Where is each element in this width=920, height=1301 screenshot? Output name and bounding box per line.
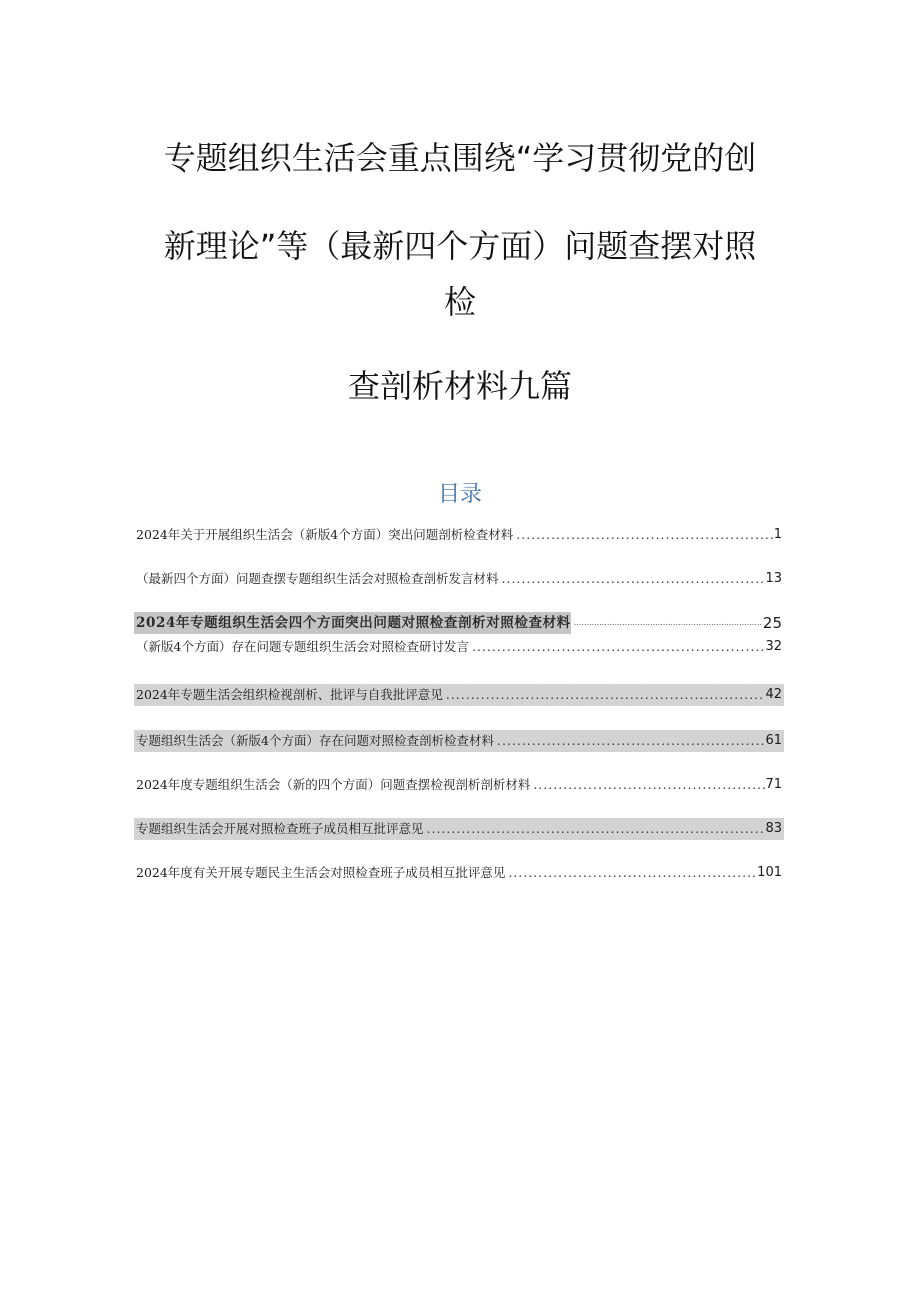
toc-page-number: 1 — [773, 527, 782, 542]
toc-dot-leader — [443, 684, 766, 706]
document-title-line-2: 新理论”等（最新四个方面）问题查摆对照 — [163, 227, 757, 265]
toc-entry-1[interactable] — [134, 524, 784, 546]
toc-dot-leader — [424, 818, 766, 840]
toc-entry-title: （新版4个方面）存在问题专题组织生活会对照检查研讨发言 — [136, 639, 469, 654]
toc-page-number: 42 — [765, 687, 782, 702]
toc-entry-7[interactable] — [134, 774, 784, 796]
toc-entry-title: 2024年专题组织生活会四个方面突出问题对照检查剖析对照检查材料 — [134, 612, 571, 634]
toc-dot-leader — [505, 862, 757, 884]
document-title-line-4: 查剖析材料九篇 — [347, 367, 572, 405]
toc-entry-title: 专题组织生活会（新版4个方面）存在问题对照检查剖析检查材料 — [136, 733, 494, 748]
toc-entry-title: 2024年关于开展组织生活会（新版4个方面）突出问题剖析检查材料 — [136, 527, 514, 542]
toc-entry-title: 2024年度专题组织生活会（新的四个方面）问题查摆检视剖析剖析材料 — [136, 777, 531, 792]
toc-dot-leader — [513, 524, 773, 546]
toc-entry-title: 2024年专题生活会组织检视剖析、批评与自我批评意见 — [136, 687, 443, 702]
toc-entry-title: （最新四个方面）问题查摆专题组织生活会对照检查剖析发言材料 — [136, 571, 499, 586]
toc-entry-2[interactable] — [134, 568, 784, 590]
toc-page-number: 61 — [765, 733, 782, 748]
toc-page-number: 71 — [765, 777, 782, 792]
toc-dot-leader — [571, 612, 763, 634]
toc-heading: 目录 — [437, 482, 482, 507]
toc-page-number: 25 — [762, 614, 782, 632]
toc-entry-3[interactable] — [134, 612, 784, 634]
toc-dot-leader — [494, 730, 765, 752]
document-title-line-1: 专题组织生活会重点围绕“学习贯彻党的创 — [163, 139, 757, 177]
toc-page-number: 101 — [757, 865, 782, 880]
toc-dot-leader — [530, 774, 765, 796]
toc-entry-6[interactable] — [134, 730, 784, 752]
toc-page-number: 83 — [765, 821, 782, 836]
toc-dot-leader — [499, 568, 766, 590]
toc-entry-title: 2024年度有关开展专题民主生活会对照检查班子成员相互批评意见 — [136, 865, 506, 880]
document-title-line-3: 检 — [443, 283, 476, 321]
toc-page-number: 32 — [765, 639, 782, 654]
toc-dot-leader — [469, 636, 765, 658]
toc-page-number: 13 — [765, 571, 782, 586]
toc-entry-5[interactable] — [134, 684, 784, 706]
toc-entry-title: 专题组织生活会开展对照检查班子成员相互批评意见 — [136, 821, 424, 836]
toc-entry-4[interactable] — [134, 636, 784, 658]
toc-entry-9[interactable] — [134, 862, 784, 884]
toc-entry-8[interactable] — [134, 818, 784, 840]
